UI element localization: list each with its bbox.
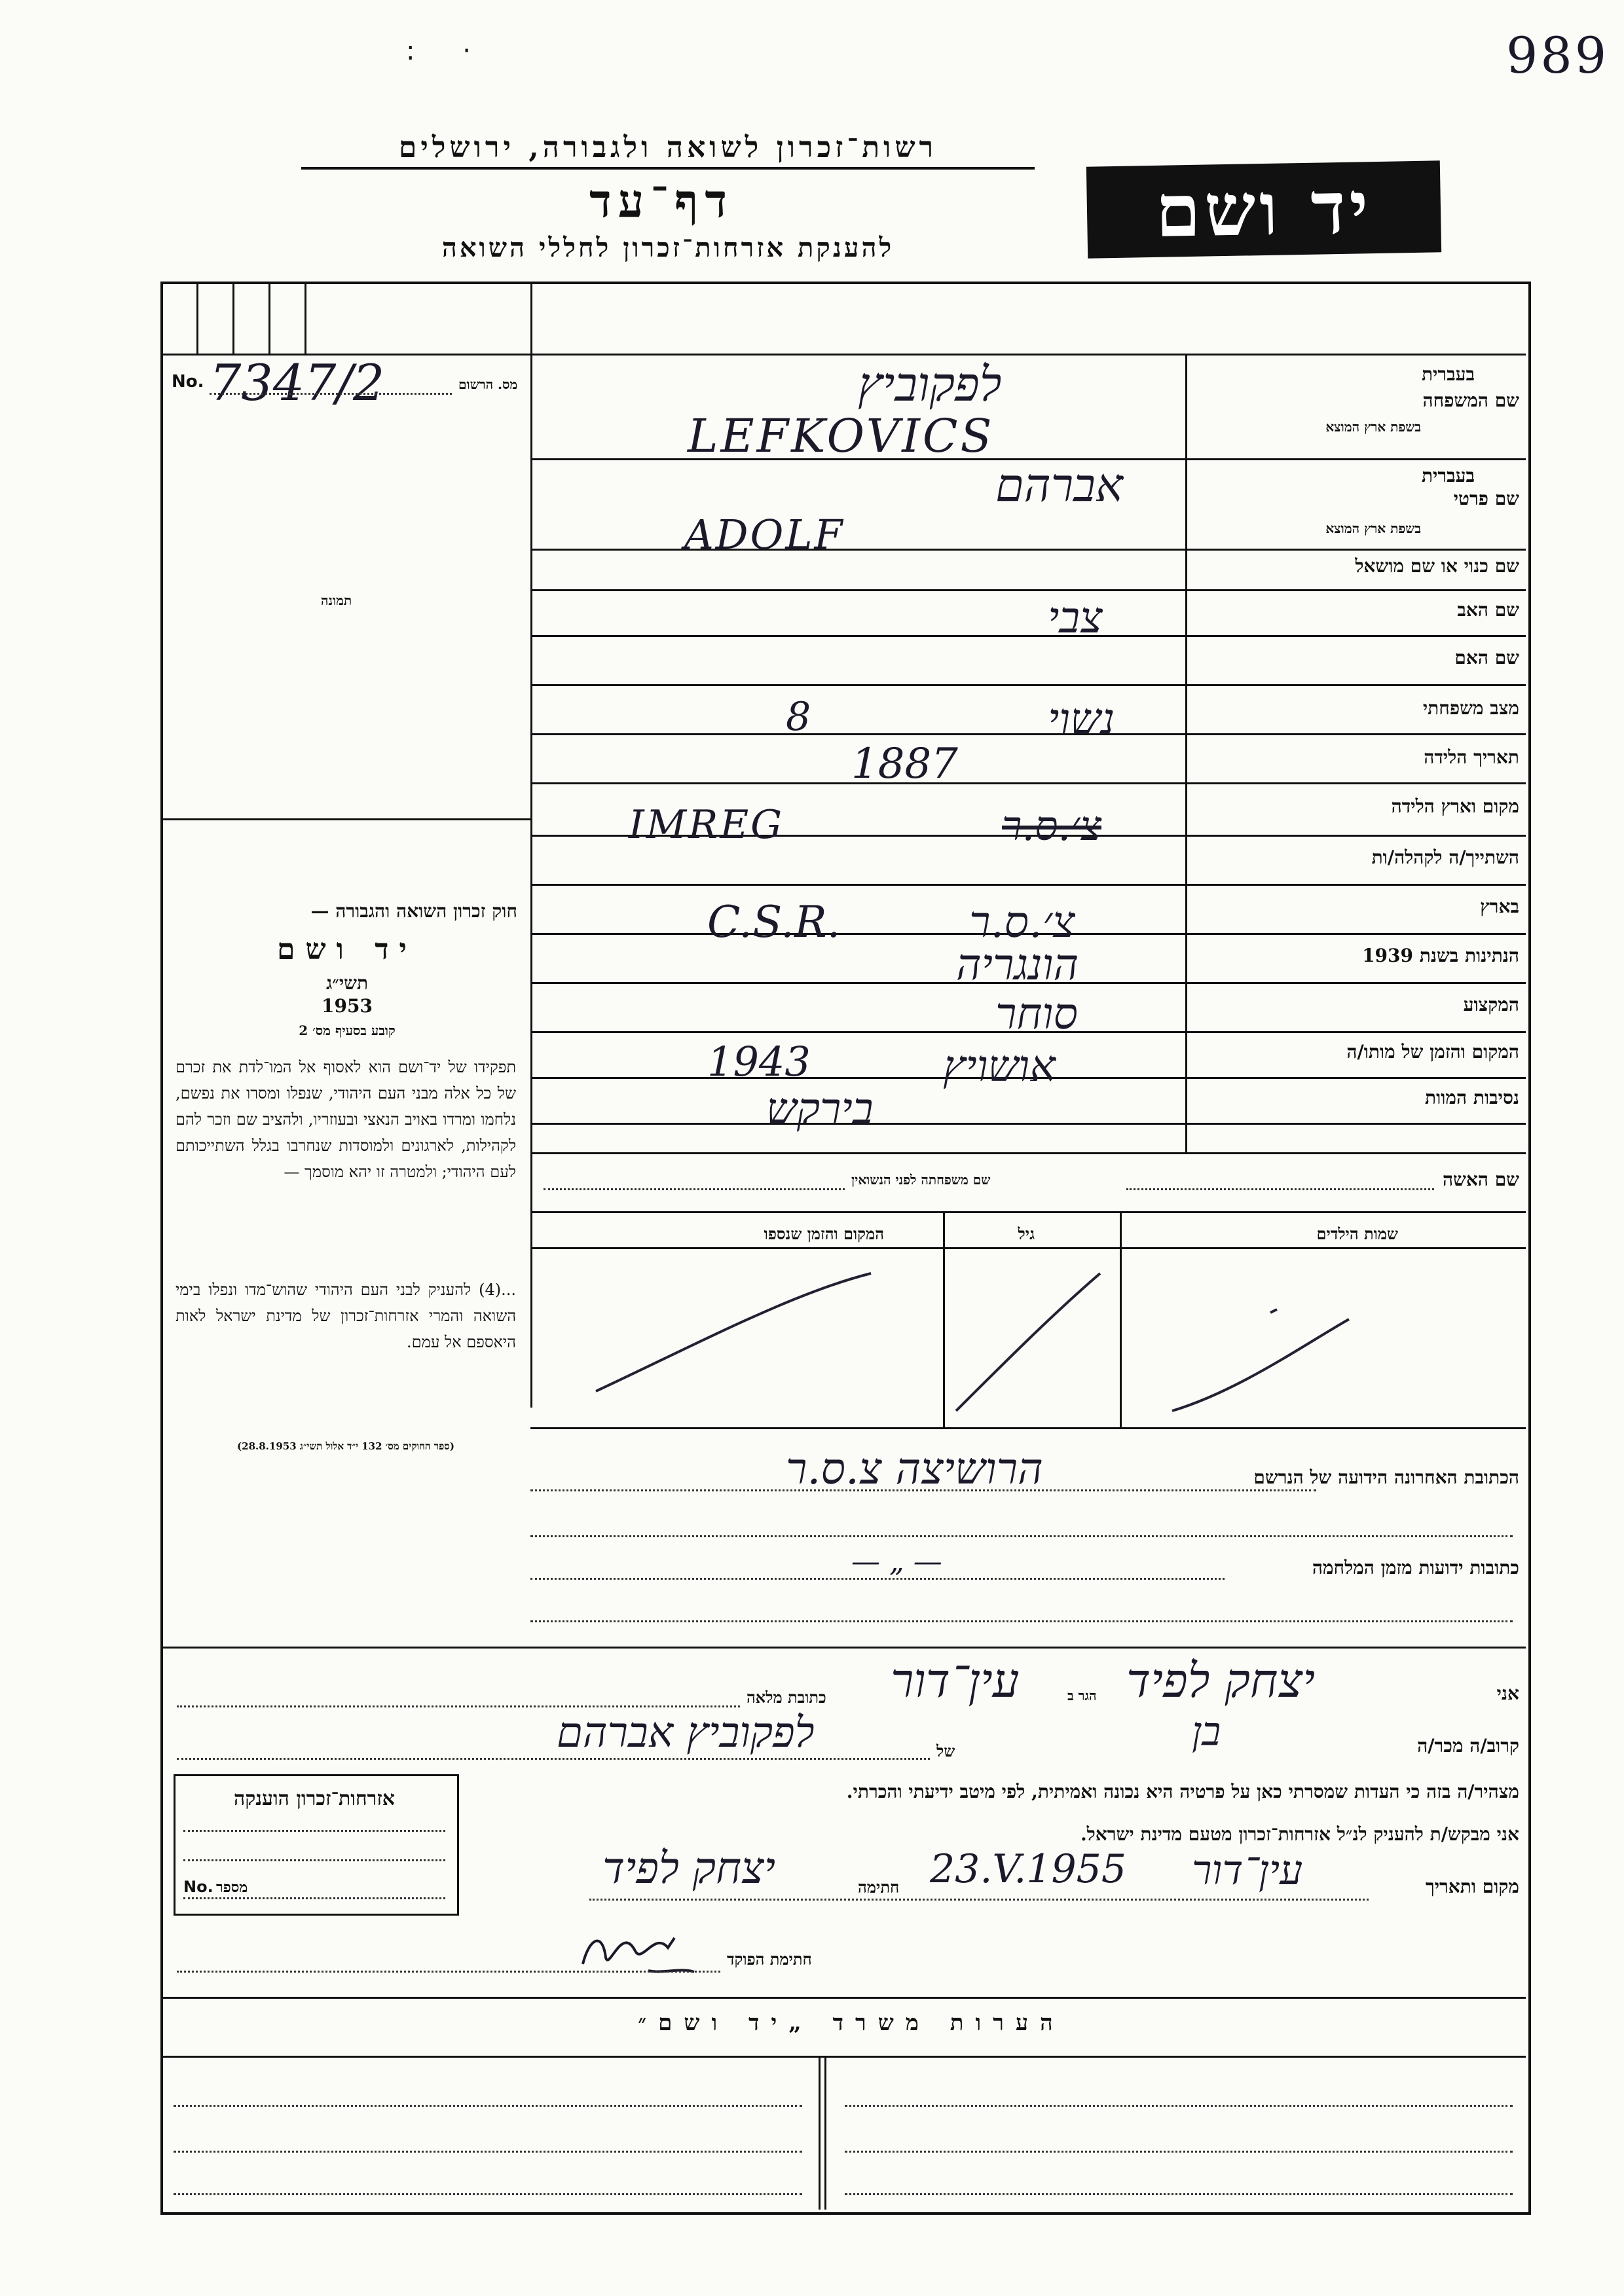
- yad-vashem-logo: יד ושם: [1086, 160, 1441, 258]
- last-address-label: הכתובת האחרונה הידועה של הנרשם: [1253, 1467, 1519, 1488]
- law-yad-vashem: יד ושם: [277, 933, 417, 966]
- first-name-label: שם פרטי: [1453, 488, 1519, 509]
- citizenship-value: הונגריה: [956, 939, 1079, 990]
- children-age-header: גיל: [1018, 1224, 1035, 1243]
- father-value: צבי: [1048, 592, 1103, 643]
- address-label: כתובת מלאה: [747, 1688, 826, 1707]
- community-label: השתייך/ה לקהלה/ות: [1371, 847, 1519, 868]
- citizenship-label: הנתינות בשנת 1939: [1362, 945, 1519, 966]
- statement-2: אני מבקש/ת להעניק לנ״ל אזרחות־זכרון מטעם מדינת ישראל.: [1080, 1823, 1519, 1845]
- wartime-value: — „ —: [851, 1545, 942, 1578]
- children-death-header: המקום והזמן שנספו: [764, 1224, 884, 1243]
- first-name-latin: ADOLF: [684, 511, 845, 558]
- family-name-hebrew: לפקוביץ: [858, 357, 1002, 412]
- declaration-i-label: אני: [1496, 1683, 1519, 1704]
- marital-value: נשוי: [1048, 694, 1115, 744]
- country-latin: C.S.R.: [707, 897, 841, 947]
- family-name-label: שם המשפחה: [1422, 390, 1519, 411]
- citizenship-no-label: No.: [183, 1878, 213, 1896]
- death-place: אושויץ: [943, 1041, 1056, 1091]
- remarks-title: הערות משרד „יד ושם״: [638, 2010, 1065, 2036]
- country-hebrew: צ׳.ס.ר: [969, 897, 1075, 947]
- law-para-1: תפקידו של יד־ושם הוא לאסוף אל המו־לדת את זכרם של כל אלה מבני העם היהודי, שנפלו ומסרו את נפשם, נלחמו ומרדו באויב הנאצי ובעוזריו, ולהציב שם וזכר להם לקהילות, לארגונים ולמוסדות שנחרבו בגלל השתייכותם לעם היהודי; ולמטרה זו יהא מוסמך —: [175, 1058, 516, 1181]
- of-value: לפקוביץ אברהם: [557, 1709, 815, 1757]
- in-origin-label-1: בשפת ארץ המוצא: [1325, 419, 1421, 435]
- last-address-value: הרושיצה צ.ס.ר: [786, 1444, 1043, 1494]
- law-year: 1953: [322, 995, 373, 1017]
- nickname-label: שם כנוי או שם מושאל: [1355, 555, 1519, 577]
- in-hebrew-label-2: בעברית: [1421, 465, 1475, 486]
- birthdate-label: תאריך הלידה: [1424, 746, 1519, 768]
- death-cause-label: נסיבות המוות: [1425, 1087, 1519, 1108]
- photo-label: תמונה: [321, 592, 352, 608]
- resident-label: הגר ב: [1067, 1688, 1097, 1704]
- maiden-label: שם משפחתה לפני הנשואין: [851, 1172, 991, 1188]
- law-year-hebrew: תשי״ג: [325, 972, 369, 994]
- children-names-header: שמות הילדים: [1316, 1224, 1398, 1243]
- in-hebrew-label-1: בעברית: [1421, 363, 1475, 385]
- birthplace-label: מקום וארץ הלידה: [1391, 795, 1519, 817]
- declarant-name: יצחק לפיד: [1126, 1653, 1316, 1708]
- children-strikethrough: [530, 1247, 1526, 1427]
- resident-value: עין־דור: [891, 1653, 1020, 1708]
- first-name-hebrew: אברהם: [995, 458, 1123, 512]
- law-source: (ספר החוקים מס׳ 132 י״ד אלול תשי״ג 28.8.1953): [237, 1440, 454, 1452]
- relation-value: בן: [1192, 1709, 1221, 1755]
- signature-value: יצחק לפיד: [602, 1843, 776, 1893]
- top-marks: : ·: [406, 36, 490, 66]
- statement-1: מצהיר/ה בזה כי העדות שמסרתי כאן על פרטיה היא נכונה ואמיתית, לפי מיטב ידיעתי והכרתי.: [846, 1781, 1519, 1802]
- of-label: של: [936, 1741, 955, 1760]
- profession-label: המקצוע: [1463, 994, 1519, 1015]
- birthdate-value: 1887: [851, 740, 958, 788]
- date-value: 23.V.1955: [930, 1846, 1127, 1892]
- officer-label: חתימת הפוקד: [727, 1950, 812, 1969]
- birthplace-country: צ׳.ס.ר: [1002, 802, 1101, 850]
- mother-label: שם האם: [1454, 647, 1519, 668]
- in-origin-label-2: בשפת ארץ המוצא: [1325, 520, 1421, 536]
- wife-label: שם האשה: [1442, 1169, 1519, 1190]
- officer-signature: [576, 1912, 707, 1984]
- father-label: שם האב: [1457, 599, 1519, 621]
- reg-no-label: No.: [172, 372, 204, 392]
- authority-line: רשות־זכרון לשואה ולגבורה, ירושלים: [301, 131, 1035, 170]
- family-name-latin: LEFKOVICS: [688, 409, 995, 463]
- birthplace-value: IMREG: [629, 802, 784, 848]
- law-title: חוק זכרון השואה והגבורה —: [310, 900, 517, 922]
- death-year: 1943: [707, 1038, 811, 1085]
- citizenship-number-label: מספר: [216, 1879, 248, 1896]
- signature-label: חתימה: [858, 1878, 900, 1897]
- country-label: בארץ: [1480, 896, 1519, 917]
- place-value: עין־דור: [1192, 1846, 1303, 1894]
- death-cause-value: בירקש: [766, 1084, 874, 1134]
- death-label: המקום והזמן של מותו/ה: [1346, 1041, 1519, 1063]
- marital-label: מצב משפחתי: [1422, 697, 1519, 719]
- reg-label: מס. הרשום: [458, 376, 518, 392]
- wartime-label: כתובות ידועות מזמן המלחמה: [1312, 1557, 1519, 1578]
- law-section: קובע בסעיף מס׳ 2: [299, 1023, 396, 1038]
- relation-label: קרוב/ה מכר/ה: [1417, 1735, 1519, 1757]
- form-title: דף־עד: [589, 173, 733, 228]
- marital-extra: 8: [786, 694, 811, 740]
- reg-number: 7347/2: [210, 354, 385, 412]
- page-number: 989: [1506, 26, 1610, 84]
- form-subtitle: להענקת אזרחות־זכרון לחללי השואה: [441, 232, 895, 263]
- citizenship-box-title: אזרחות־זכרון הוענקה: [233, 1787, 396, 1810]
- law-para-2: ...(4) להעניק לבני העם היהודי שהוש־מדו ונפלו בימי השואה והמרי אזרחות־זכרון של מדינת ישראל לאות היאספם אל עמם.: [175, 1281, 516, 1351]
- place-date-label: מקום ותאריך: [1425, 1876, 1519, 1897]
- profession-value: סוחר: [995, 989, 1078, 1039]
